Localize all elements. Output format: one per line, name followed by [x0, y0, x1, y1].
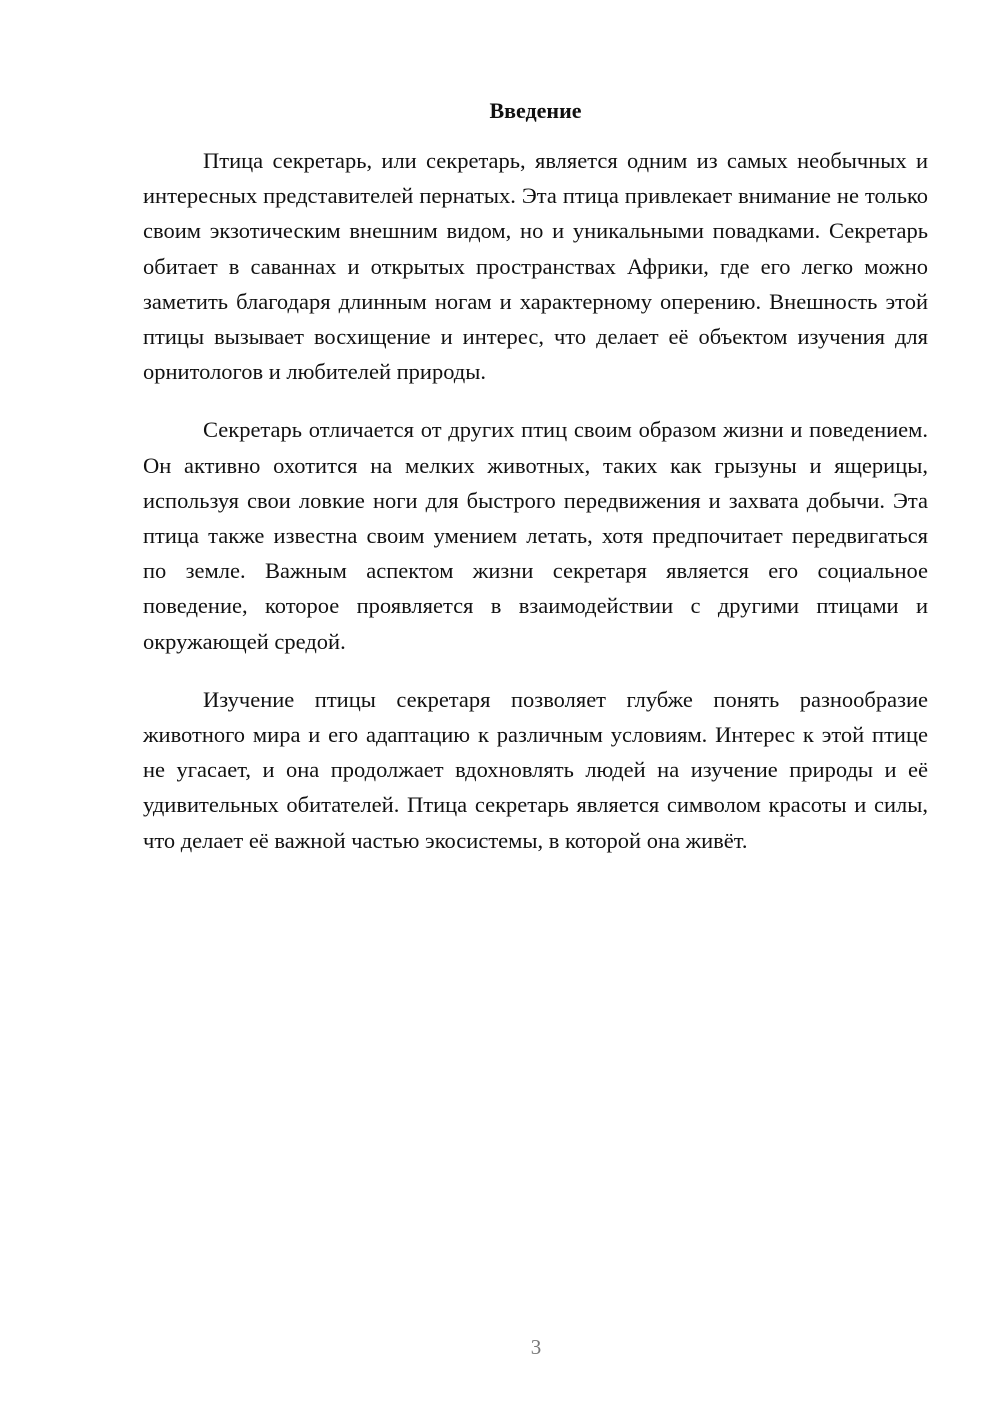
body-text — [143, 143, 928, 881]
paragraph: Изучение птицы секретаря позволяет глубже понять разнообразие животного мира и его адаптацию к различным условиям. Интерес к этой птице не угасает, и она продолжает вдохновлять людей на изучение природы и её удивительных обитателей. Птица секретарь является символом красоты и силы, что делает её важной частью экосистемы, в которой она живёт. — [143, 686, 928, 853]
page-number: 3 — [530, 1335, 542, 1359]
paragraph: Птица секретарь, или секретарь, является одним из самых необычных и интересных представителей пернатых. Эта птица привлекает внимание не только своим экзотическим внешним видом, но и уникальными повадками. Секретарь обитает в саваннах и открытых пространствах Африки, где его легко можно заметить благодаря длинным ногам и характерному оперению. Внешность этой птицы вызывает восхищение и интерес, что делает её объектом изучения для орнитологов и любителей природы. — [143, 148, 928, 385]
paragraph: Секретарь отличается от других птиц своим образом жизни и поведением. Он активно охотится на мелких животных, таких как грызуны и ящерицы, используя свои ловкие ноги для быстрого передвижения и захвата добычи. Эта птица также известна своим умением летать, хотя предпочитает передвигаться по земле. Важным аспектом жизни секретаря является его социальное поведение, которое проявляется в взаимодействии с другими птицами и окружающей средой. — [143, 417, 928, 654]
section-title: Введение — [489, 98, 582, 123]
